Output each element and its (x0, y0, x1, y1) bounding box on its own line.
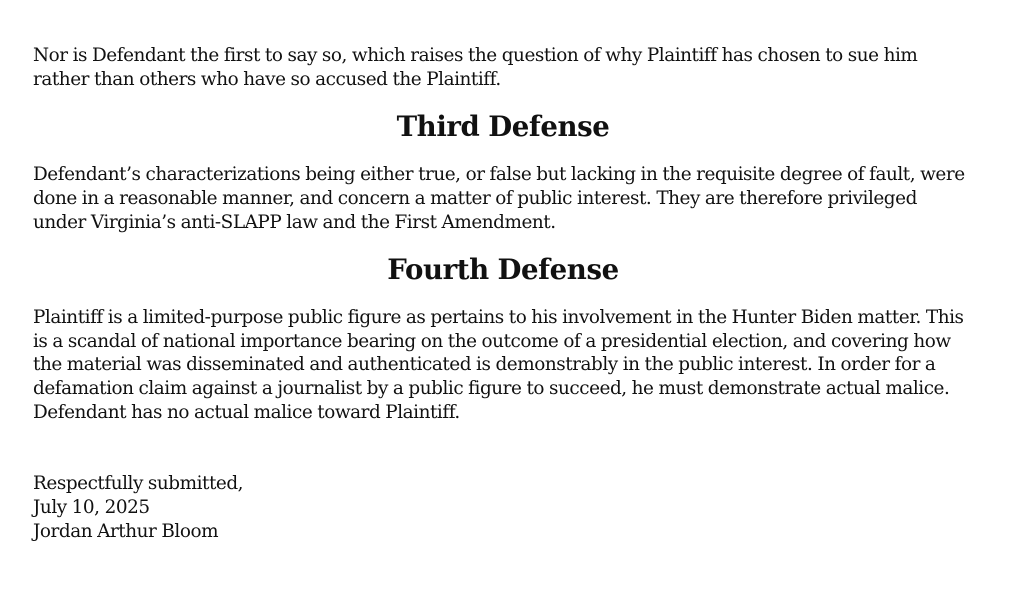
section-heading-fourth-defense: Fourth Defense (387, 253, 619, 287)
section-body-third-defense: Defendant’s characterizations being either true, or false but lacking in the requisite degree of fault, were done in a reasonable manner, and concern a matter of public interest. They are therefore privileged under Virginia’s anti-SLAPP law and the First Amendment. (33, 164, 965, 233)
signature-name: Jordan Arthur Bloom (33, 520, 219, 542)
section-heading-third-defense: Third Defense (396, 110, 610, 144)
document-page (33, 44, 973, 544)
signature-date: July 10, 2025 (33, 497, 150, 519)
intro-paragraph: Nor is Defendant the first to say so, which raises the question of why Plaintiff has chosen to sue him rather than others who have so accused the Plaintiff. (33, 45, 918, 90)
signature-closing: Respectfully submitted, (33, 473, 244, 495)
spacer (33, 424, 973, 472)
section-body-fourth-defense: Plaintiff is a limited-purpose public figure as pertains to his involvement in the Hunter Biden matter. This is a scandal of national importance bearing on the outcome of a presidential election, and covering how the material was disseminated and authenticated is demonstrably in the public interest. In order for a defamation claim against a journalist by a public figure to succeed, he must demonstrate actual malice. Defendant has no actual malice toward Plaintiff. (33, 306, 964, 423)
signature-block (33, 472, 973, 543)
